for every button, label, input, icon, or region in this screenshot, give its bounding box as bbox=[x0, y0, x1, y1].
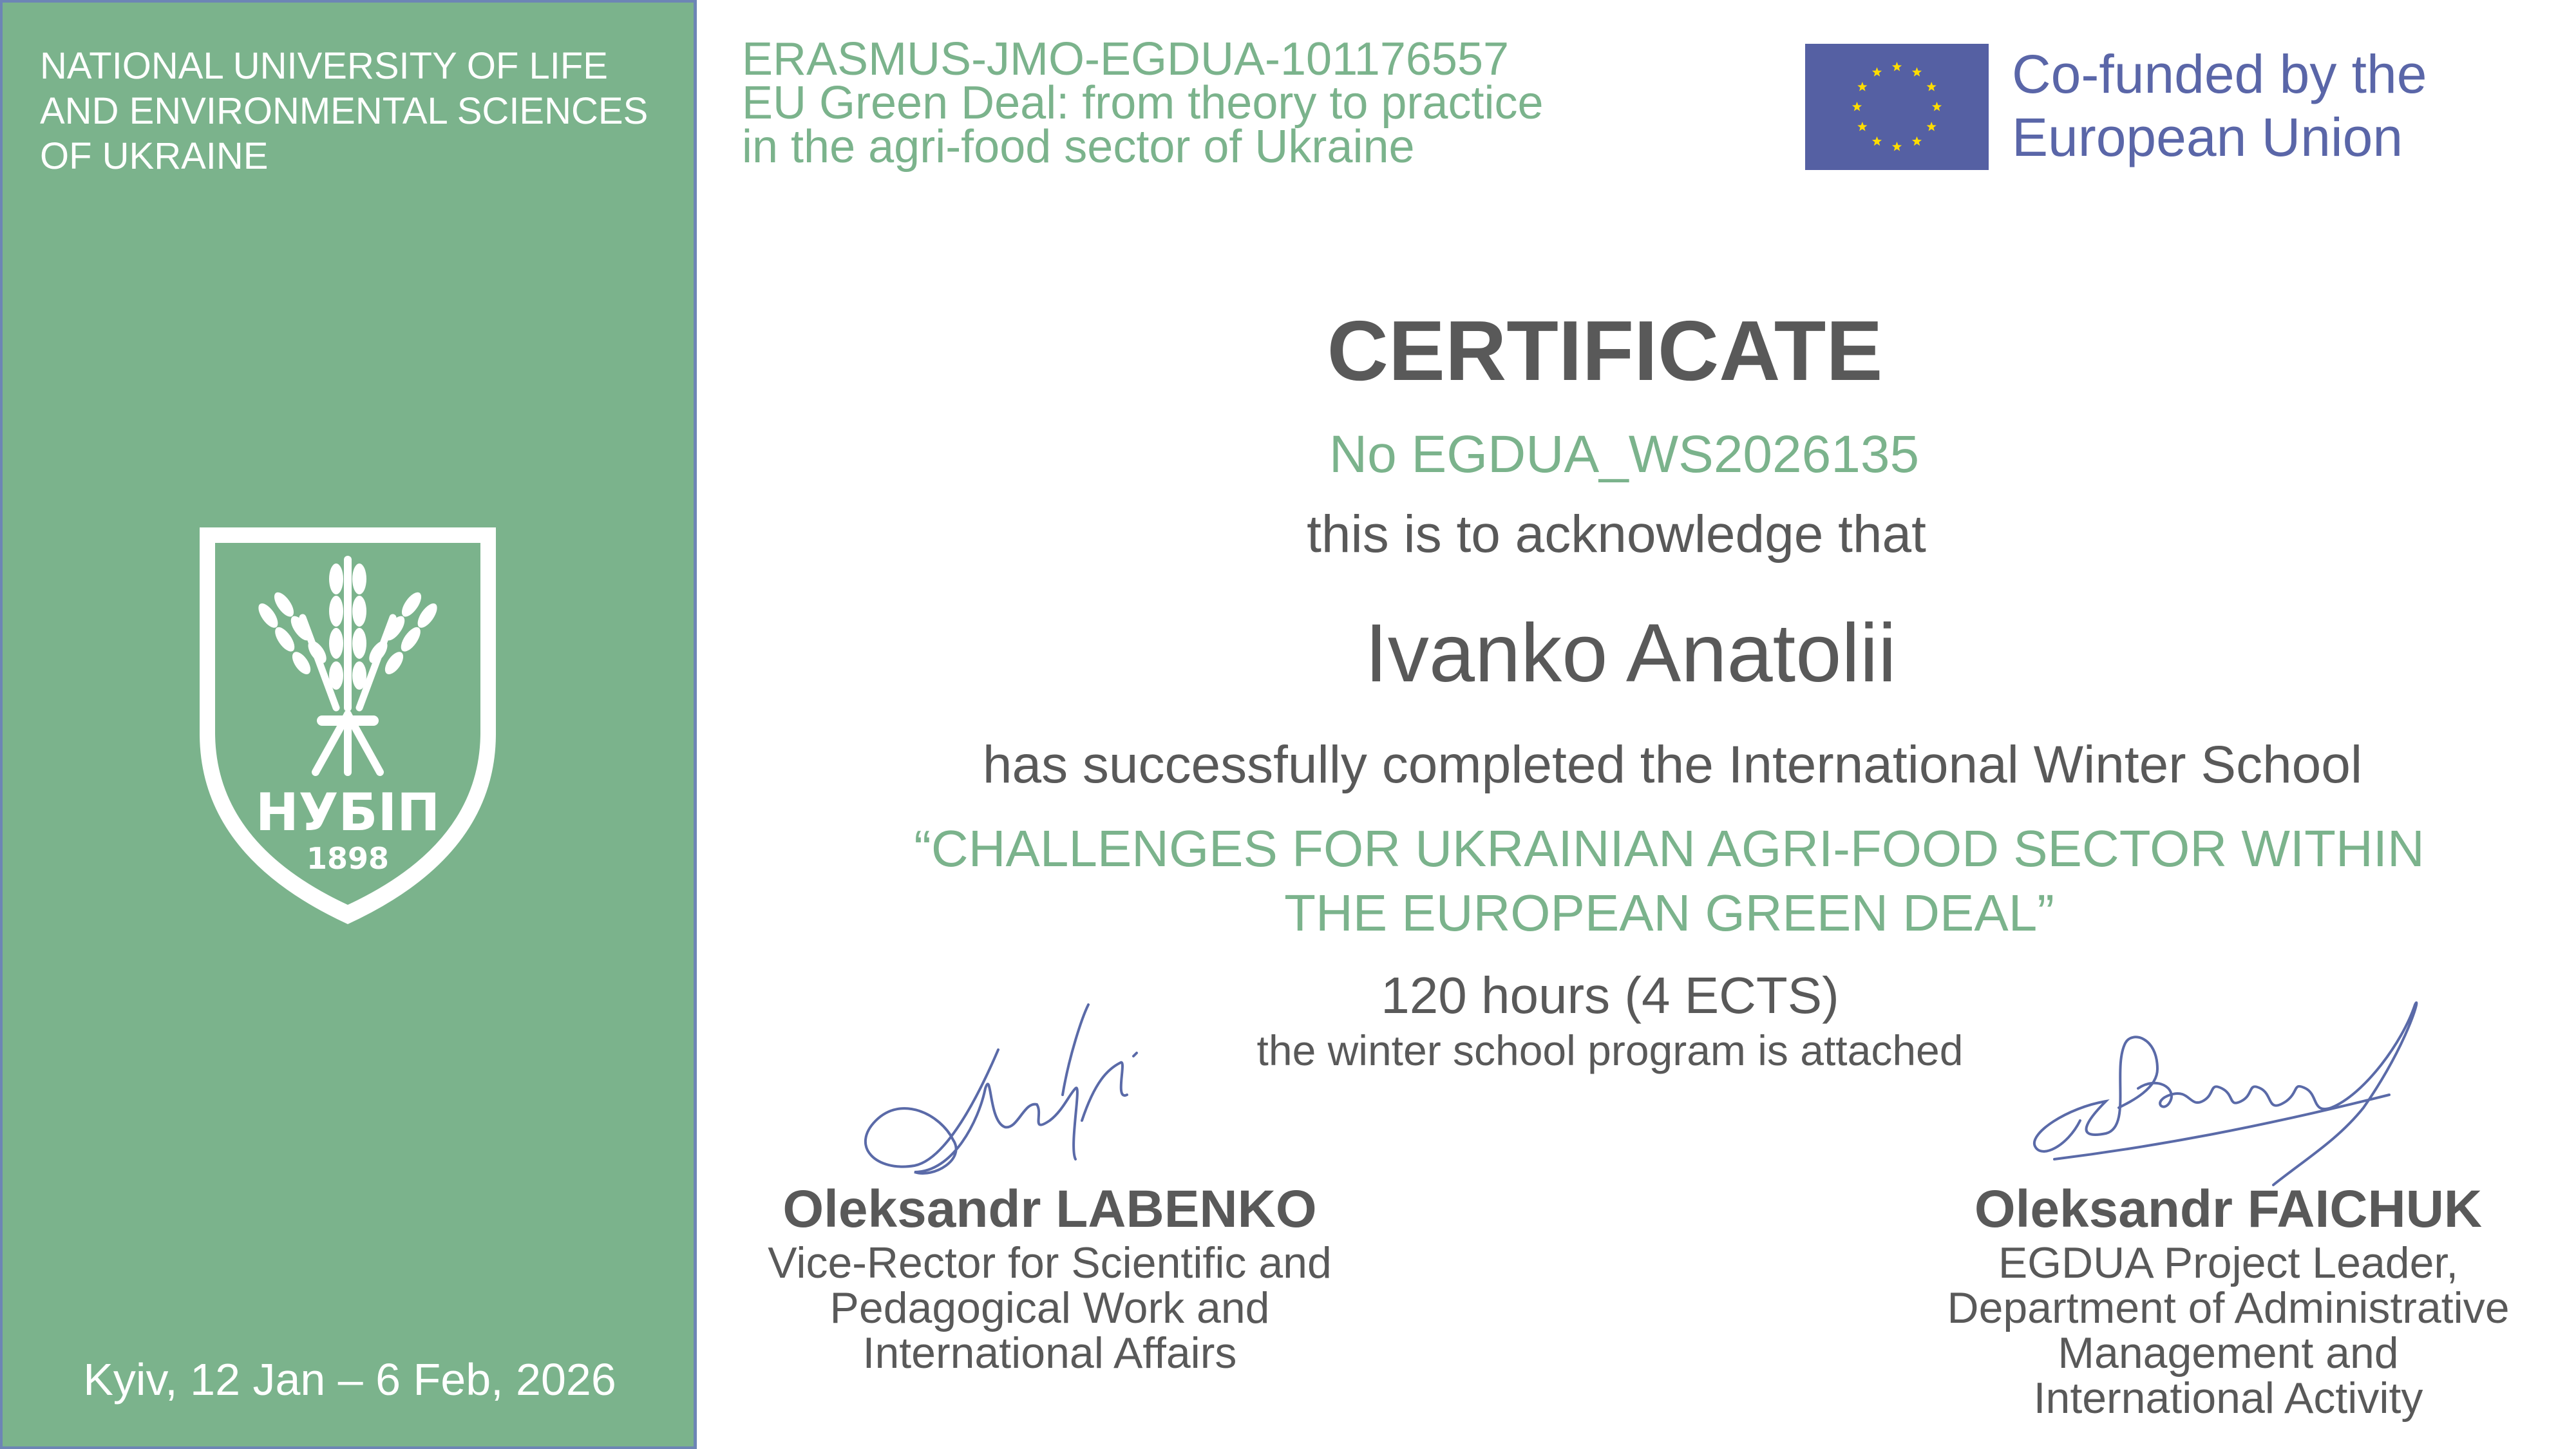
university-name bbox=[40, 44, 684, 179]
eu-text-line: Co-funded by the bbox=[2012, 44, 2427, 104]
university-name-line: NATIONAL UNIVERSITY OF LIFE bbox=[40, 45, 608, 87]
acknowledge-text: this is to acknowledge that bbox=[1307, 505, 1926, 564]
school-title bbox=[697, 817, 2576, 945]
school-title-line: THE EUROPEAN GREEN DEAL” bbox=[1284, 884, 2054, 942]
project-line: ERASMUS-JMO-EGDUA-101176557 bbox=[742, 33, 1510, 85]
signer-right-role bbox=[1919, 1240, 2537, 1421]
certificate-title: CERTIFICATE bbox=[1327, 303, 1883, 398]
wheat-crest-icon bbox=[193, 521, 502, 928]
signer-role-line: Management and bbox=[2058, 1329, 2399, 1378]
crest-abbreviation: НУБІП bbox=[255, 782, 440, 842]
signer-right bbox=[1919, 1179, 2537, 1421]
sidebar-panel bbox=[0, 0, 697, 1449]
certificate-number: No EGDUA_WS2026135 bbox=[1329, 425, 1920, 484]
signature-right bbox=[2029, 992, 2454, 1204]
signer-left-name: Oleksandr LABENKO bbox=[782, 1180, 1317, 1238]
course-hours: 120 hours (4 ECTS) bbox=[1381, 967, 1839, 1024]
eu-flag-icon bbox=[1805, 44, 1989, 170]
project-line: EU Green Deal: from theory to practice bbox=[742, 77, 1544, 129]
signer-role-line: EGDUA Project Leader, bbox=[1998, 1238, 2459, 1287]
university-name-line: OF UKRAINE bbox=[40, 135, 269, 177]
eu-cofunded-text bbox=[2012, 43, 2427, 169]
program-attached-note: the winter school program is attached bbox=[1256, 1027, 1964, 1074]
signature-left bbox=[850, 992, 1172, 1191]
signer-role-line: International Activity bbox=[2033, 1374, 2423, 1423]
completion-text: has successfully completed the International Winter School bbox=[982, 735, 2363, 794]
signer-role-line: Pedagogical Work and bbox=[829, 1283, 1270, 1332]
signer-role-line: Vice-Rector for Scientific and bbox=[768, 1238, 1332, 1287]
signer-left-role bbox=[728, 1240, 1372, 1376]
school-title-line: “CHALLENGES FOR UKRAINIAN AGRI-FOOD SECTOR WITHIN bbox=[914, 820, 2425, 877]
project-line: in the agri-food sector of Ukraine bbox=[742, 121, 1415, 173]
signer-role-line: Department of Administrative bbox=[1947, 1283, 2510, 1332]
eu-text-line: European Union bbox=[2012, 107, 2403, 167]
signer-left bbox=[728, 1179, 1372, 1376]
city-date: Kyiv, 12 Jan – 6 Feb, 2026 bbox=[83, 1354, 616, 1405]
recipient-name: Ivanko Anatolii bbox=[1365, 607, 1897, 699]
signer-role-line: International Affairs bbox=[862, 1329, 1237, 1378]
project-info bbox=[742, 33, 1544, 173]
crest-year: 1898 bbox=[306, 841, 390, 876]
signer-right-name: Oleksandr FAICHUK bbox=[1974, 1180, 2483, 1238]
university-name-line: AND ENVIRONMENTAL SCIENCES bbox=[40, 90, 649, 132]
